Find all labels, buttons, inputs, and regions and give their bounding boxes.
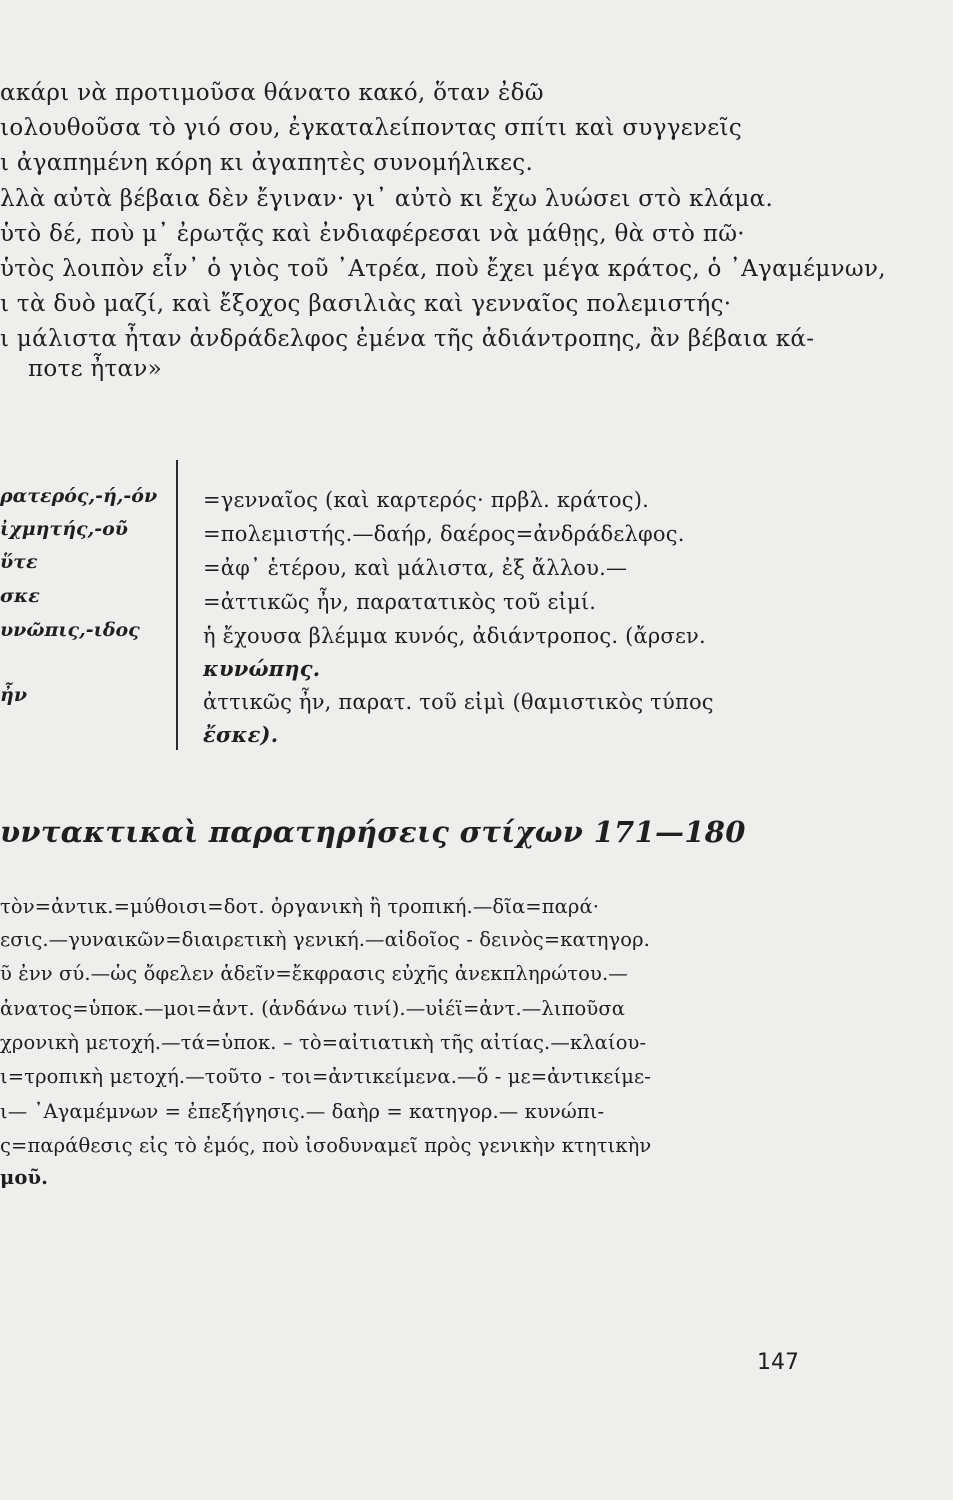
syntax-line-9: μοῦ. [0, 1166, 48, 1189]
poem-line-9: ποτε ἦταν» [28, 356, 163, 382]
syntax-line-3: ῦ ἐνν σύ.—ὡς ὄφελεν ἁδεῖν=ἔκφρασις εὐχῆς ἀνεκπληρώτου.— [0, 962, 628, 985]
syntax-line-5: χρονικὴ μετοχή.—τά=ὑποκ. – τὸ=αἰτιατικὴ τῆς αἰτίας.—κλαίου- [0, 1031, 647, 1054]
poem-line-5: ὑτὸ δέ, ποὺ μ᾿ ἐρωτᾷς καὶ ἐνδιαφέρεσαι νὰ μάθῃς, θὰ στὸ πῶ· [0, 221, 745, 247]
poem-line-8: ι μάλιστα ἦταν ἀνδράδελφος ἐμένα τῆς ἀδιάντροπης, ἂν βέβαια κά- [0, 326, 815, 352]
gloss-term-2: ἰχμητής,-οῦ [0, 518, 128, 540]
gloss-def-8: ἔσκε). [203, 722, 279, 747]
syntax-line-2: εσις.—γυναικῶν=διαιρετικὴ γενική.—αἰδοῖος - δεινὸς=κατηγορ. [0, 928, 650, 951]
gloss-term-4: σκε [0, 585, 40, 607]
gloss-term-6: ἦν [0, 684, 27, 706]
gloss-term-1: ρατερός,-ή,-όν [0, 485, 158, 507]
syntax-line-1: τὸν=ἀντικ.=μύθοισι=δοτ. ὀργανικὴ ἢ τροπική.—δῖα=παρά· [0, 895, 600, 918]
gloss-def-4: =ἀττικῶς ἦν, παρατατικὸς τοῦ εἰμί. [203, 590, 597, 614]
gloss-term-3: ὕτε [0, 551, 38, 573]
poem-line-4: λλὰ αὐτὰ βέβαια δὲν ἔγιναν· γι᾿ αὐτὸ κι ἔχω λυώσει στὸ κλάμα. [0, 186, 774, 212]
gloss-def-5: ἡ ἔχουσα βλέμμα κυνός, ἀδιάντροπος. (ἄρσεν. [203, 624, 706, 648]
section-heading: υντακτικαὶ παρατηρήσεις στίχων 171—180 [0, 815, 746, 849]
gloss-def-2: =πολεμιστής.—δαήρ, δαέρος=ἀνδράδελφος. [203, 522, 685, 546]
poem-line-7: ι τὰ δυὸ μαζί, καὶ ἔξοχος βασιλιὰς καὶ γενναῖος πολεμιστής· [0, 291, 732, 317]
poem-line-2: ιολουθοῦσα τὸ γιό σου, ἐγκαταλείποντας σπίτι καὶ συγγενεῖς [0, 115, 743, 141]
poem-line-3: ι ἀγαπημένη κόρη κι ἀγαπητὲς συνομήλικες. [0, 150, 534, 176]
syntax-line-6: ι=τροπικὴ μετοχή.—τοῦτο - τοι=ἀντικείμενα.—ὅ - με=ἀντικείμε- [0, 1065, 651, 1088]
poem-line-6: ὑτὸς λοιπὸν εἶν᾿ ὁ γιὸς τοῦ ᾿Ατρέα, ποὺ ἔχει μέγα κράτος, ὁ ᾿Αγαμέμνων, [0, 256, 886, 282]
poem-line-1: ακάρι νὰ προτιμοῦσα θάνατο κακό, ὅταν ἐδῶ [0, 80, 544, 106]
gloss-divider [176, 460, 178, 750]
gloss-def-3: =ἀφ᾿ ἑτέρου, καὶ μάλιστα, ἐξ ἄλλου.— [203, 556, 628, 580]
page-number: 147 [757, 1350, 799, 1375]
syntax-line-7: ι— ᾿Αγαμέμνων = ἐπεξήγησις.— δαὴρ = κατηγορ.— κυνώπι- [0, 1100, 605, 1123]
gloss-def-6: κυνώπης. [203, 656, 321, 681]
gloss-def-7: ἀττικῶς ἦν, παρατ. τοῦ εἰμὶ (θαμιστικὸς τύπος [203, 690, 714, 714]
gloss-def-1: =γενναῖος (καὶ καρτερός· πρβλ. κράτος). [203, 488, 650, 512]
syntax-line-8: ς=παράθεσις εἰς τὸ ἐμός, ποὺ ἰσοδυναμεῖ πρὸς γενικὴν κτητικὴν [0, 1134, 652, 1157]
syntax-line-4: ἀνατος=ὑποκ.—μοι=ἀντ. (ἁνδάνω τινί).—υἱέϊ=ἀντ.—λιποῦσα [0, 997, 626, 1020]
gloss-term-5: υνῶπις,-ιδος [0, 619, 140, 641]
